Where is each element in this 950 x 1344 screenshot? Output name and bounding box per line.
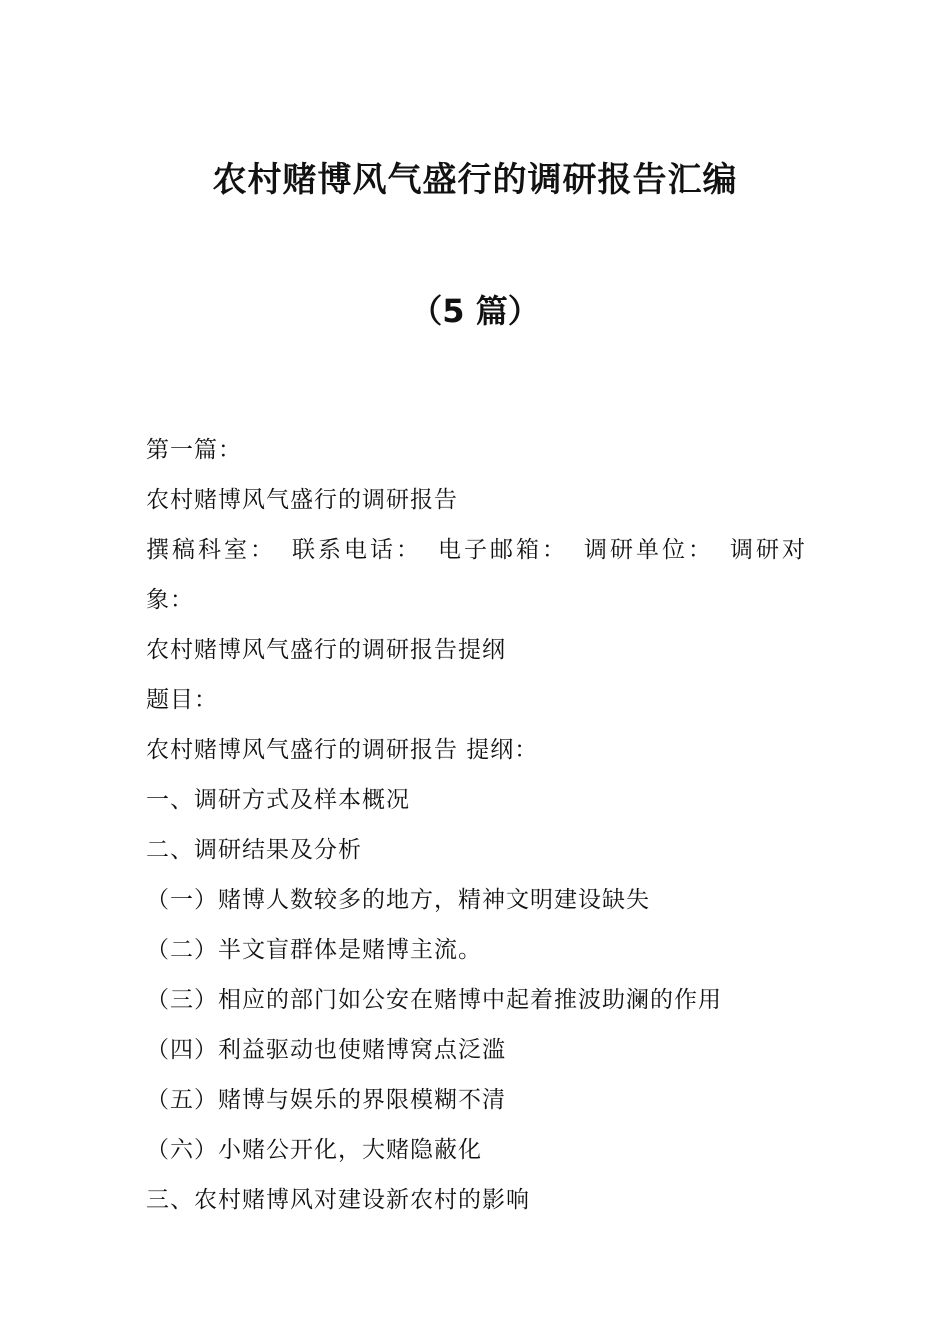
document-body bbox=[146, 425, 808, 1225]
outline-item: 二、调研结果及分析 bbox=[146, 837, 362, 863]
contact-fields-line bbox=[146, 525, 808, 575]
outline-subitem: （五）赌博与娱乐的界限模糊不清 bbox=[146, 1087, 506, 1113]
outline-subitem: （一）赌博人数较多的地方，精神文明建设缺失 bbox=[146, 887, 650, 913]
contact-field-target: 调研对 bbox=[730, 537, 808, 563]
document-title: 农村赌博风气盛行的调研报告汇编 bbox=[212, 160, 738, 200]
contact-field-unit: 调研单位： bbox=[584, 537, 714, 563]
report-title: 农村赌博风气盛行的调研报告 bbox=[146, 487, 458, 513]
outline-subitem: （三）相应的部门如公安在赌博中起着推波助澜的作用 bbox=[146, 987, 722, 1013]
document-subtitle: （5 篇） bbox=[410, 292, 540, 330]
contact-wrap-text: 象： bbox=[146, 587, 194, 613]
topic-line: 农村赌博风气盛行的调研报告 提纲： bbox=[146, 737, 539, 763]
topic-label: 题目： bbox=[146, 687, 218, 713]
outline-subitem: （六）小赌公开化，大赌隐蔽化 bbox=[146, 1137, 482, 1163]
outline-item: 三、农村赌博风对建设新农村的影响 bbox=[146, 1187, 530, 1213]
contact-field-email: 电子邮箱： bbox=[438, 537, 568, 563]
outline-heading: 农村赌博风气盛行的调研报告提纲 bbox=[146, 637, 506, 663]
section-heading: 第一篇： bbox=[146, 437, 242, 463]
outline-subitem: （四）利益驱动也使赌博窝点泛滥 bbox=[146, 1037, 506, 1063]
outline-item: 一、调研方式及样本概况 bbox=[146, 787, 410, 813]
outline-subitem: （二）半文盲群体是赌博主流。 bbox=[146, 937, 482, 963]
contact-field-department: 撰稿科室： bbox=[146, 537, 276, 563]
contact-field-phone: 联系电话： bbox=[292, 537, 422, 563]
